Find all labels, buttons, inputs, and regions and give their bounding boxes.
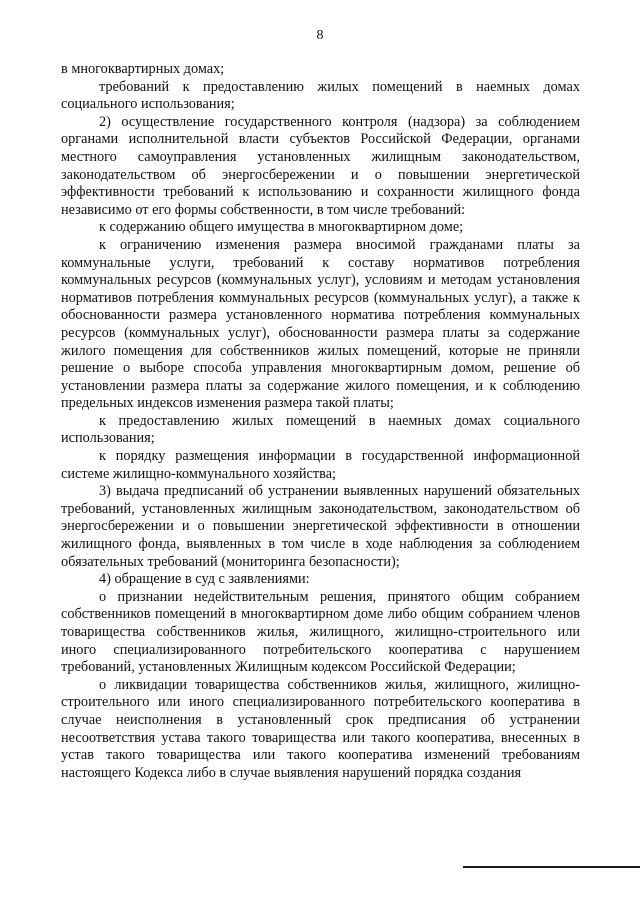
paragraph-9: 4) обращение в суд с заявлениями: [99, 571, 310, 588]
paragraph-11: о ликвидации товарищества собственников жилья, жилищного, жилищно-строительного или иного специализированного потребительского кооператива в случае неисполнения в установленный срок предписания об устранении несоответствия устава такого товарищества или такого кооператива, внесенных в устав такого товарищества или такого кооператива изменений требованиям настоящего Кодекса либо в случае выявления нарушений порядка создания [61, 676, 580, 781]
page-number: 8 [316, 28, 324, 43]
paragraph-8: 3) выдача предписаний об устранении выявленных нарушений обязательных требований, установленных жилищным законодательством, законодательством об энергосбережении и о повышении энергетической эффективности в отношении жилищного фонда, выявленных в том числе в ходе наблюдения за соблюдением обязательных требований (мониторинга безопасности); [61, 483, 580, 570]
paragraph-6: к предоставлению жилых помещений в наемных домах социального использования; [61, 412, 580, 447]
paragraph-3: 2) осуществление государственного контроля (надзора) за соблюдением органами исполнительной власти субъектов Российской Федерации, органами местного самоуправления установленных жилищным законодательством, законодательством об энергосбережении и о повышении энергетической эффективности требований к использованию и сохранности жилищного фонда независимо от его формы собственности, в том числе требований: [61, 113, 580, 218]
paragraph-10: о признании недействительным решения, принятого общим собранием собственников помещений в многоквартирном доме либо общим собранием членов товарищества собственников жилья, жилищного, жилищно-строительного или иного специализированного потребительского кооператива с нарушением требований, установленных Жилищным кодексом Российской Федерации; [61, 588, 580, 676]
paragraph-2: требований к предоставлению жилых помещений в наемных домах социального использования; [61, 78, 580, 113]
paragraph-1: в многоквартирных домах; [61, 61, 225, 77]
page-edge-line [463, 866, 640, 868]
paragraph-5: к ограничению изменения размера вносимой гражданами платы за коммунальные услуги, требований к составу нормативов потребления коммунальных ресурсов (коммунальных услуг), условиям и методам установления нормативов потребления коммунальных ресурсов (коммунальных услуг), а также к обоснованности размера установленного норматива потребления коммунальных ресурсов (коммунальных услуг), обоснованности размера платы за содержание жилого помещения для собственников жилых помещений, которые не приняли решение о выборе способа управления многоквартирным домом, решение об установлении размера платы за содержание жилого помещения, и к соблюдению предельных индексов изменения размера такой платы; [61, 236, 580, 412]
paragraph-4: к содержанию общего имущества в многоквартирном доме; [99, 219, 464, 236]
document-body [61, 61, 580, 782]
paragraph-7: к порядку размещения информации в государственной информационной системе жилищно-коммунального хозяйства; [61, 448, 580, 482]
